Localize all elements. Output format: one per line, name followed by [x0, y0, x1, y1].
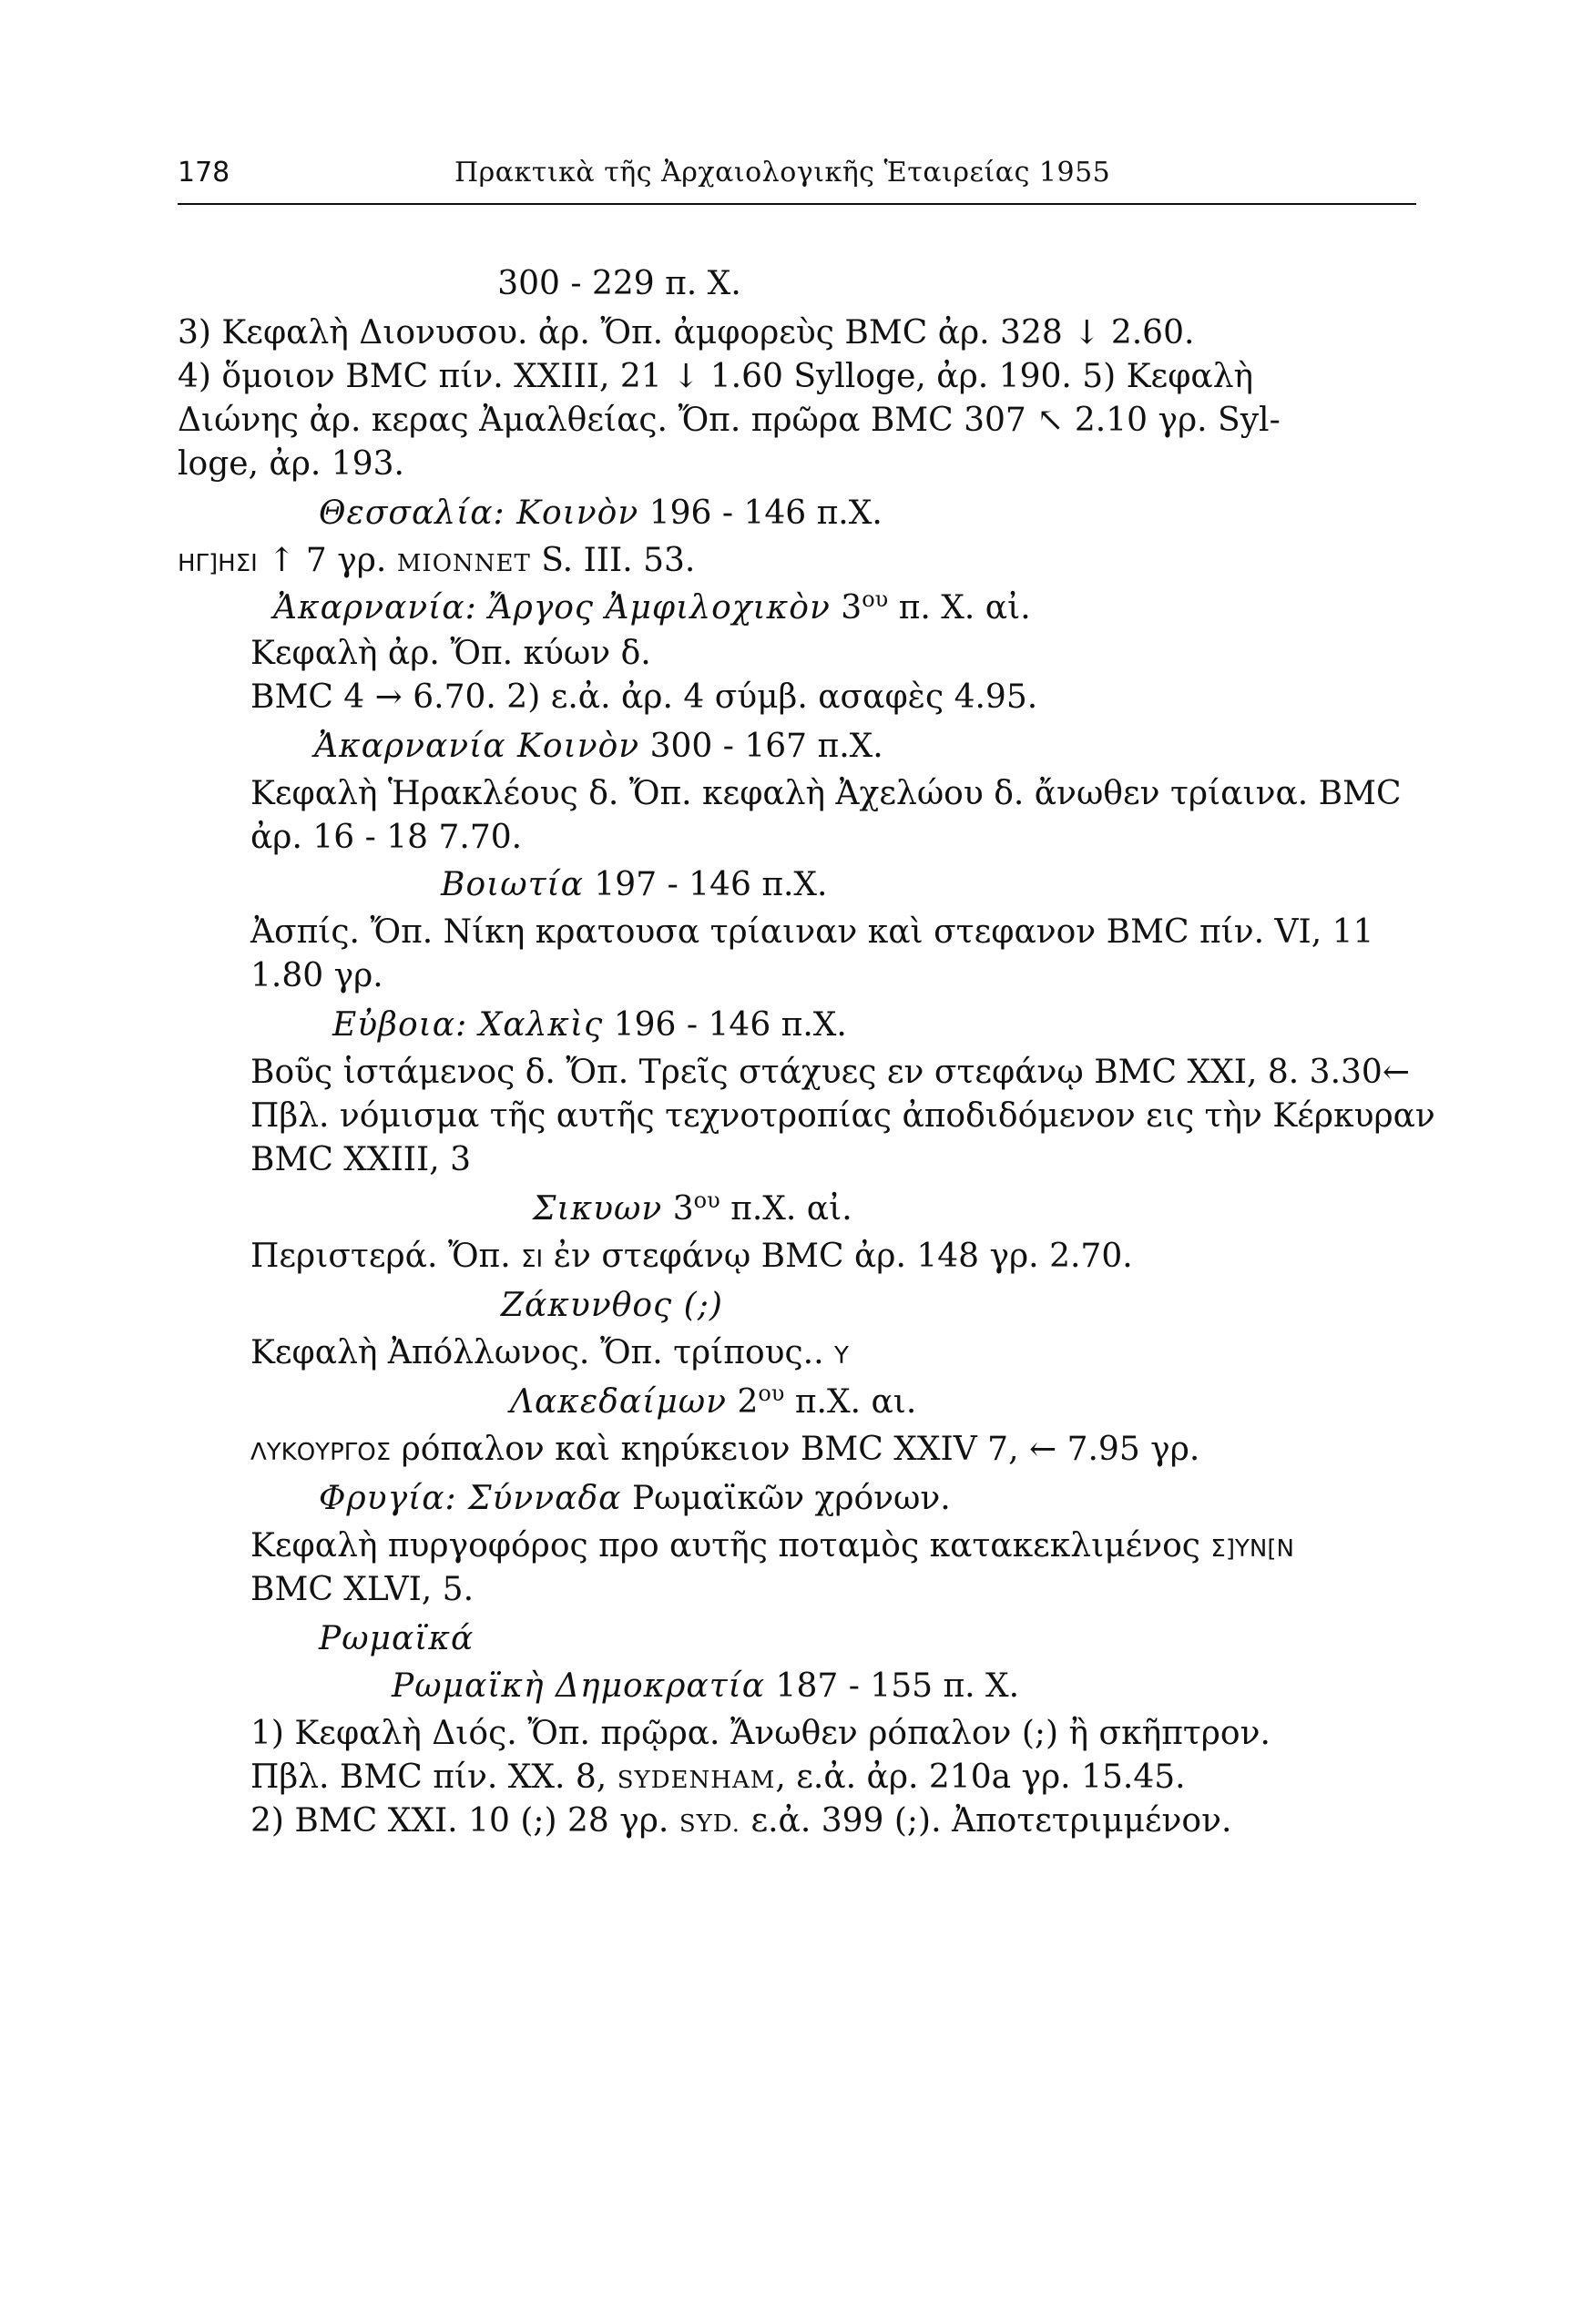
coin-inscription: Σ]ΥΝ[Ν — [1210, 1535, 1294, 1563]
region-name: Ρωμαϊκὴ Δημοκρατία — [392, 1667, 766, 1705]
text-fragment: Κεφαλὴ Ἀπόλλωνος. Ὄπ. τρίπους.. — [250, 1334, 824, 1371]
date-range: 187 - 155 π. Χ. — [775, 1667, 1020, 1705]
date-range: 300 - 167 π.Χ. — [649, 728, 883, 765]
region-heading — [319, 1479, 951, 1519]
century-number: 2 — [737, 1383, 759, 1421]
region-heading — [314, 727, 883, 767]
region-heading — [441, 865, 828, 905]
text-line: Κεφαλὴ ἀρ. Ὄπ. κύων δ. — [250, 635, 651, 672]
date-range: 300 - 229 π. Χ. — [497, 265, 741, 302]
coin-inscription: ΗΓ]ΗΣΙ — [178, 550, 258, 577]
page-header — [178, 148, 1416, 202]
region-name: Θεσσαλία: Κοινὸν — [319, 494, 639, 532]
text-line: loge, ἀρ. 193. — [178, 445, 404, 483]
region-name: Εὐβοια: Χαλκὶς — [332, 1006, 604, 1044]
text-line — [250, 1758, 1186, 1800]
region-heading — [533, 1189, 852, 1229]
text-fragment: ε.ἀ. 399 (;). Ἀποτετριμμένον. — [750, 1802, 1232, 1840]
text-line: Κεφαλὴ Ἡρακλέους δ. Ὄπ. κεφαλὴ Ἀχελώου δ. ἄνωθεν τρίαινα. BMC — [250, 775, 1402, 812]
region-name: Σικυων — [533, 1190, 663, 1228]
header-rule — [178, 203, 1416, 205]
text-fragment: 2) BMC XXI. 10 (;) 28 γρ. — [250, 1802, 669, 1840]
region-name: Ἀκαρνανία Κοινὸν — [314, 728, 640, 765]
region-name: Φρυγία: Σύνναδα — [319, 1480, 622, 1517]
coin-inscription: ΛΥΚΟΥΡΓΟΣ — [250, 1439, 392, 1466]
region-name: Λακεδαίμων — [510, 1383, 727, 1421]
page-number: 178 — [178, 157, 230, 189]
text-fragment: Περιστερά. Ὄπ. — [250, 1238, 511, 1275]
region-name: Βοιωτία — [441, 866, 584, 903]
section-heading — [319, 1619, 474, 1659]
date-range: 196 - 146 π.Χ. — [613, 1006, 847, 1044]
date-range: 197 - 146 π.Χ. — [594, 866, 828, 903]
text-line: 4) ὅμοιον BMC πίν. XXIII, 21 ↓ 1.60 Sylloge, ἀρ. 190. 5) Κεφαλὴ — [178, 358, 1254, 395]
text-line: BMC XXIII, 3 — [250, 1141, 472, 1178]
century-number: 3 — [672, 1190, 694, 1228]
date-era: π.Χ. αἰ. — [730, 1190, 852, 1228]
text-line: Βοῦς ἱστάμενος δ. Ὄπ. Τρεῖς στάχυες εν στεφάνῳ BMC XXI, 8. 3.30← — [250, 1054, 1410, 1091]
region-heading — [273, 588, 1031, 628]
ordinal-suffix: ου — [758, 1381, 785, 1406]
date-era: π.Χ. αι. — [794, 1383, 917, 1421]
reference-author: SYD. — [679, 1810, 740, 1838]
text-line — [250, 1333, 849, 1376]
ordinal-suffix: ου — [693, 1187, 720, 1213]
text-fragment: ρόπαλον καὶ κηρύκειον BMC XXIV 7, ← 7.95 γρ. — [401, 1431, 1200, 1468]
reference-author: SYDENHAM — [617, 1767, 776, 1794]
text-fragment: ↑ 7 γρ. — [268, 542, 387, 579]
text-line: 1) Κεφαλὴ Διός. Ὄπ. πρῷρα. Ἄνωθεν ρόπαλον (;) ἢ σκῆπτρον. — [250, 1715, 1271, 1752]
text-line — [250, 1801, 1231, 1844]
running-title: Πρακτικὰ τῆς Ἀρχαιολογικῆς Ἑταιρείας 1955 — [454, 157, 1111, 189]
century-number: 3 — [841, 589, 862, 627]
text-line: BMC 4 → 6.70. 2) ε.ἀ. ἀρ. 4 σύμβ. ασαφὲς 4.95. — [250, 678, 1038, 716]
region-heading — [319, 494, 883, 534]
text-fragment: Ρωμαϊκῶν χρόνων. — [631, 1480, 951, 1517]
text-fragment: ἐν στεφάνῳ BMC ἀρ. 148 γρ. 2.70. — [553, 1238, 1133, 1275]
section-date-heading — [437, 264, 801, 304]
region-name: Ζάκυνθος (;) — [501, 1287, 723, 1324]
text-line — [178, 541, 695, 584]
text-line — [250, 1430, 1199, 1473]
coin-inscription: Υ — [834, 1342, 849, 1370]
text-line: 3) Κεφαλὴ Διονυσου. ἀρ. Ὄπ. ἀμφορεὺς BMC ἀρ. 328 ↓ 2.60. — [178, 314, 1195, 352]
coin-inscription: ΣΙ — [521, 1246, 544, 1273]
region-heading — [501, 1286, 723, 1326]
region-name: Ἀκαρνανία: Ἄργος Ἀμφιλοχικὸν — [273, 589, 831, 627]
text-fragment: Κεφαλὴ πυργοφόρος προ αυτῆς ποταμὸς κατακεκλιμένος — [250, 1527, 1200, 1565]
date-range: 196 - 146 π.Χ. — [648, 494, 883, 532]
text-fragment: S. III. 53. — [541, 542, 696, 579]
text-line: BMC XLVI, 5. — [250, 1571, 475, 1608]
text-line: Διώνης ἀρ. κερας Ἀμαλθείας. Ὄπ. πρῶρα BMC 307 ↖ 2.10 γρ. Syl- — [178, 402, 1281, 439]
text-line — [250, 1526, 1294, 1569]
ordinal-suffix: ου — [862, 586, 889, 612]
section-title: Ρωμαϊκά — [319, 1620, 475, 1657]
region-heading — [392, 1667, 1019, 1707]
text-fragment: , ε.ἀ. ἀρ. 210a γρ. 15.45. — [775, 1758, 1186, 1796]
text-line: Πβλ. νόμισμα τῆς αυτῆς τεχνοτροπίας ἀποδιδόμενον εις τὴν Κέρκυραν — [250, 1097, 1435, 1135]
text-line: 1.80 γρ. — [250, 957, 383, 994]
region-heading — [510, 1382, 916, 1422]
text-line — [250, 1237, 1133, 1279]
text-line: Ἀσπίς. Ὄπ. Νίκη κρατουσα τρίαιναν καὶ στεφανον BMC πίν. VI, 11 — [250, 913, 1374, 951]
date-era: π. Χ. αἰ. — [898, 589, 1031, 627]
text-line: ἀρ. 16 - 18 7.70. — [250, 819, 523, 856]
region-heading — [332, 1005, 847, 1045]
reference-author: MIONNET — [396, 550, 531, 577]
text-fragment: Πβλ. BMC πίν. XX. 8, — [250, 1758, 607, 1796]
